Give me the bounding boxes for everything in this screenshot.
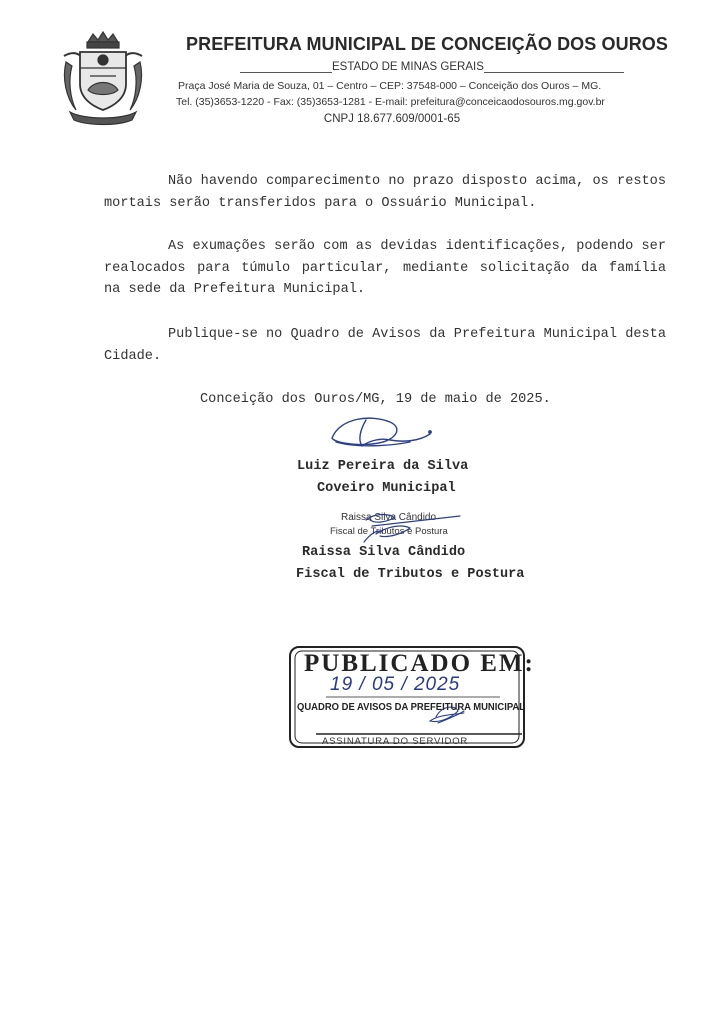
signer-2-role: Fiscal de Tributos e Postura: [296, 567, 525, 582]
stamp-heading: PUBLICADO EM:: [304, 650, 535, 677]
stamp-name: Raissa Silva Cândido: [341, 512, 437, 523]
municipal-coat-of-arms: [60, 28, 146, 126]
letterhead-contact: Tel. (35)3653-1220 - Fax: (35)3653-1281 - E-mail: prefeitura@conceicaodosouros.mg.gov.br: [176, 96, 605, 108]
letterhead-state-text: ESTADO DE MINAS GERAIS: [332, 61, 484, 73]
paragraph-3: Publique-se no Quadro de Avisos da Prefeitura Municipal desta Cidade.: [104, 327, 666, 364]
divider: [240, 72, 332, 73]
letterhead-cnpj: [0, 113, 724, 125]
stamp-role: Fiscal de Tributos e Postura: [330, 526, 448, 537]
letterhead-title: PREFEITURA MUNICIPAL DE CONCEIÇÃO DOS OUROS: [186, 34, 668, 54]
handwritten-signature-2: [336, 508, 466, 548]
date-line: Conceição dos Ouros/MG, 19 de maio de 2025.: [200, 392, 551, 407]
signer-1-role: Coveiro Municipal: [317, 481, 456, 496]
cnpj-text: CNPJ 18.677.609/0001-65: [323, 113, 461, 125]
handwritten-signature-1: [326, 412, 438, 456]
stamp-board: QUADRO DE AVISOS DA PREFEITURA MUNICIPAL: [297, 701, 526, 713]
signer-1-name: Luiz Pereira da Silva: [297, 459, 469, 474]
letterhead-address: Praça José Maria de Souza, 01 – Centro – CEP: 37548-000 – Conceição dos Ouros – MG.: [178, 80, 602, 92]
paragraph-1: Não havendo comparecimento no prazo disposto acima, os restos mortais serão transferidos para o Ossuário Municipal.: [104, 174, 666, 211]
letterhead-state: [240, 61, 632, 73]
stamp-signature-label: ASSINATURA DO SERVIDOR: [322, 736, 469, 747]
signer-2-name: Raissa Silva Cândido: [302, 545, 466, 560]
divider: [484, 72, 624, 73]
stamp-date: 19 / 05 / 2025: [330, 674, 461, 695]
paragraph-2: As exumações serão com as devidas identificações, podendo ser realocados para túmulo particular, mediante solicitação da família na sede da Prefeitura Municipal.: [104, 239, 666, 297]
